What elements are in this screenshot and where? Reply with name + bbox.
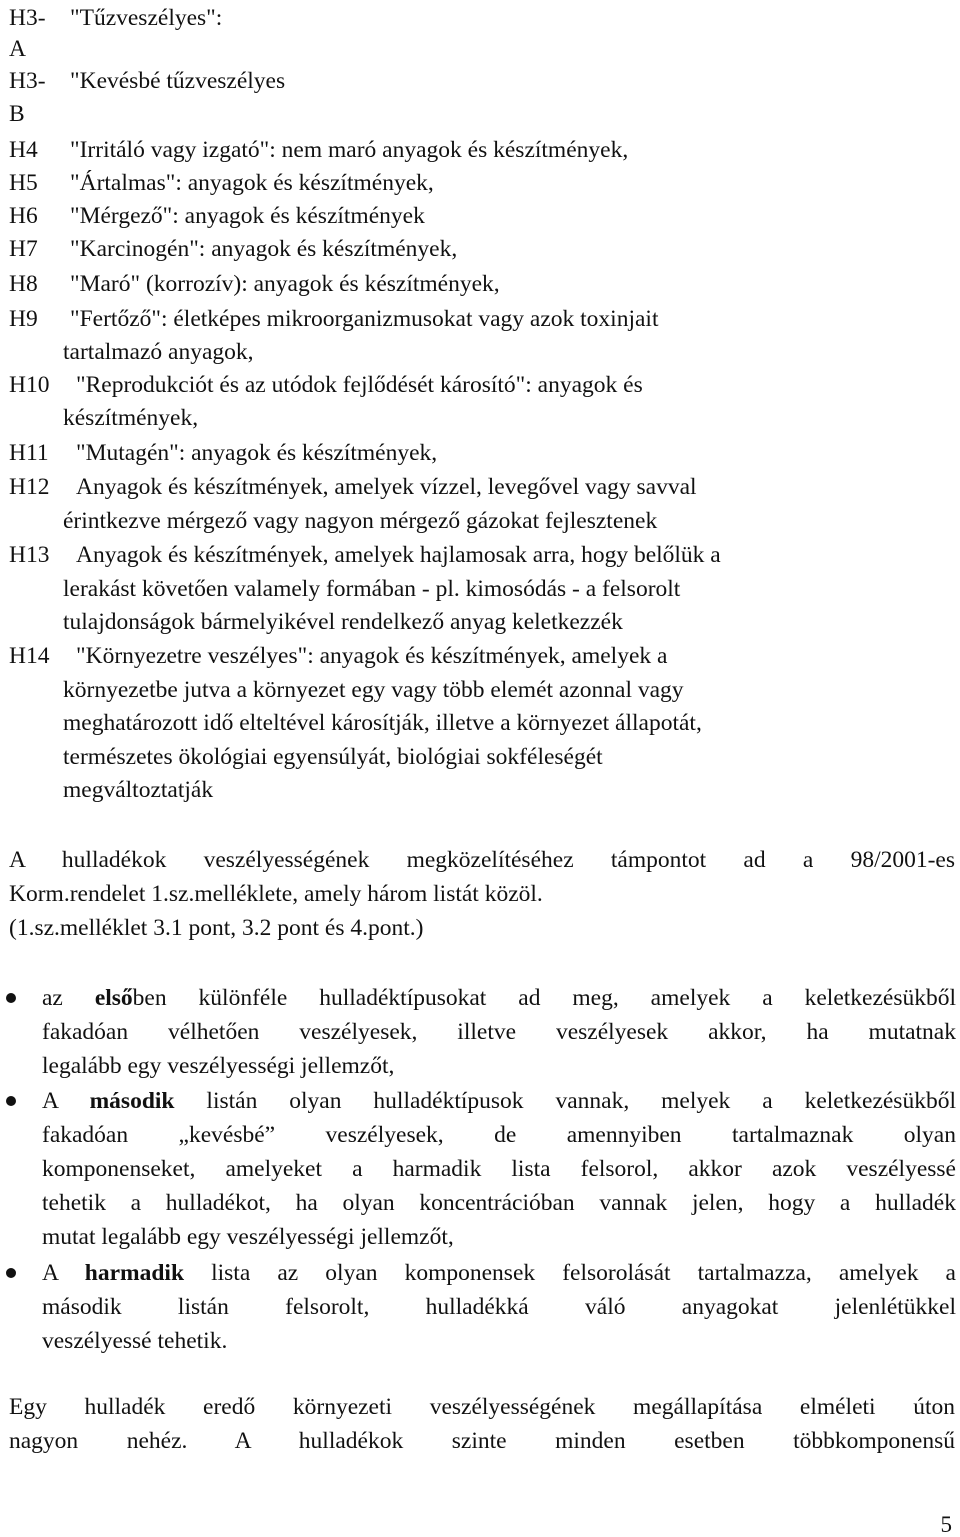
- hazard-code: H14: [9, 643, 50, 669]
- hazard-text: "Fertőző": életképes mikroorganizmusokat vagy azok toxinjait: [70, 306, 659, 332]
- list-item-line: legalább egy veszélyességi jellemzőt,: [42, 1053, 395, 1079]
- hazard-text-continuation: lerakást követően valamely formában - pl. kimosódás - a felsorolt: [63, 576, 681, 602]
- list-item-first-line: [42, 1084, 956, 1118]
- list-item-line: veszélyessé tehetik.: [42, 1328, 228, 1354]
- hazard-text-continuation: megváltoztatják: [63, 777, 214, 803]
- hazard-code: H6: [9, 203, 38, 229]
- hazard-code: H5: [9, 170, 38, 196]
- bullet-icon: [6, 993, 16, 1003]
- hazard-text-continuation: készítmények,: [63, 405, 199, 431]
- closing-paragraph: [9, 1390, 955, 1458]
- hazard-text: "Tűzveszélyes":: [70, 5, 223, 31]
- list-item-line: tehetik a hulladékot, ha olyan koncentrációban vannak jelen, hogy a hulladék: [42, 1190, 956, 1216]
- hazard-text-continuation: meghatározott idő elteltével károsítják, illetve a környezet állapotát,: [63, 710, 702, 736]
- hazard-text: "Reprodukciót és az utódok fejlődését károsító": anyagok és: [76, 372, 643, 398]
- hazard-code: H11: [9, 440, 49, 466]
- hazard-text: "Mutagén": anyagok és készítmények,: [76, 440, 438, 466]
- hazard-code: H13: [9, 542, 50, 568]
- closing-line: nagyon nehéz. A hulladékok szinte minden esetben többkomponensű: [9, 1428, 955, 1454]
- list-item-first-line: [42, 981, 956, 1015]
- hazard-text: "Kevésbé tűzveszélyes: [70, 68, 286, 94]
- hazard-code: H4: [9, 137, 38, 163]
- intro-line: (1.sz.melléklet 3.1 pont, 3.2 pont és 4.pont.): [9, 915, 424, 941]
- hazard-code-suffix: B: [9, 101, 25, 127]
- hazard-text-continuation: tulajdonságok bármelyikével rendelkező anyag keletkezzék: [63, 609, 623, 635]
- hazard-text-continuation: természetes ökológiai egyensúlyát, biológiai sokféleségét: [63, 744, 603, 770]
- text-run: az: [42, 985, 95, 1011]
- hazard-text: "Ártalmas": anyagok és készítmények,: [70, 170, 434, 196]
- text-run: A: [42, 1260, 85, 1286]
- text-run: ben különféle hulladéktípusokat ad meg, amelyek a keletkezésükből: [132, 985, 956, 1011]
- intro-paragraph: [9, 843, 955, 945]
- hazard-text: "Karcinogén": anyagok és készítmények,: [70, 236, 458, 262]
- list-item-line: fakadóan „kevésbé” veszélyesek, de amennyiben tartalmaznak olyan: [42, 1122, 956, 1148]
- bold-text: első: [94, 985, 133, 1011]
- hazard-text-continuation: érintkezve mérgező vagy nagyon mérgező gázokat fejlesztenek: [63, 508, 658, 534]
- hazard-code: H3-: [9, 68, 46, 94]
- text-run: lista az olyan komponensek felsorolását tartalmazza, amelyek a: [184, 1260, 956, 1286]
- hazard-text-continuation: tartalmazó anyagok,: [63, 339, 254, 365]
- list-item-line: komponenseket, amelyeket a harmadik lista felsorol, akkor azok veszélyessé: [42, 1156, 956, 1182]
- bullet-icon: [6, 1268, 16, 1278]
- bullet-icon: [6, 1096, 16, 1106]
- hazard-text-continuation: környezetbe jutva a környezet egy vagy több elemét azonnal vagy: [63, 677, 684, 703]
- list-item-body: [42, 981, 956, 1083]
- hazard-text: Anyagok és készítmények, amelyek vízzel, levegővel vagy savval: [76, 474, 697, 500]
- list-item-line: mutat legalább egy veszélyességi jellemzőt,: [42, 1224, 454, 1250]
- hazard-text: Anyagok és készítmények, amelyek hajlamosak arra, hogy belőlük a: [76, 542, 721, 568]
- bold-text: harmadik: [84, 1260, 185, 1286]
- list-item-line: fakadóan vélhetően veszélyesek, illetve veszélyesek akkor, ha mutatnak: [42, 1019, 956, 1045]
- hazard-text: "Környezetre veszélyes": anyagok és készítmények, amelyek a: [76, 643, 668, 669]
- intro-line: Korm.rendelet 1.sz.melléklete, amely három listát közöl.: [9, 881, 543, 907]
- list-item-body: [42, 1256, 956, 1358]
- hazard-text: "Mérgező": anyagok és készítmények: [70, 203, 425, 229]
- hazard-code: H3-: [9, 5, 46, 31]
- text-run: listán olyan hulladéktípusok vannak, melyek a keletkezésükből: [174, 1088, 956, 1114]
- hazard-code: H10: [9, 372, 50, 398]
- hazard-code-suffix: A: [9, 36, 26, 62]
- hazard-text: "Maró" (korrozív): anyagok és készítmények,: [70, 271, 500, 297]
- hazard-code: H7: [9, 236, 38, 262]
- hazard-code: H9: [9, 306, 38, 332]
- page-number: 5: [940, 1512, 952, 1537]
- hazard-code: H12: [9, 474, 50, 500]
- closing-line: Egy hulladék eredő környezeti veszélyességének megállapítása elméleti úton: [9, 1394, 955, 1420]
- intro-line: A hulladékok veszélyességének megközelítéséhez támpontot ad a 98/2001-es: [9, 847, 955, 873]
- list-item-body: [42, 1084, 956, 1254]
- hazard-code: H8: [9, 271, 38, 297]
- text-run: A: [42, 1088, 90, 1114]
- list-item-first-line: [42, 1256, 956, 1290]
- list-item-line: második listán felsorolt, hulladékká váló anyagokat jelenlétükkel: [42, 1294, 956, 1320]
- hazard-text: "Irritáló vagy izgató": nem maró anyagok és készítmények,: [70, 137, 629, 163]
- bold-text: második: [89, 1088, 175, 1114]
